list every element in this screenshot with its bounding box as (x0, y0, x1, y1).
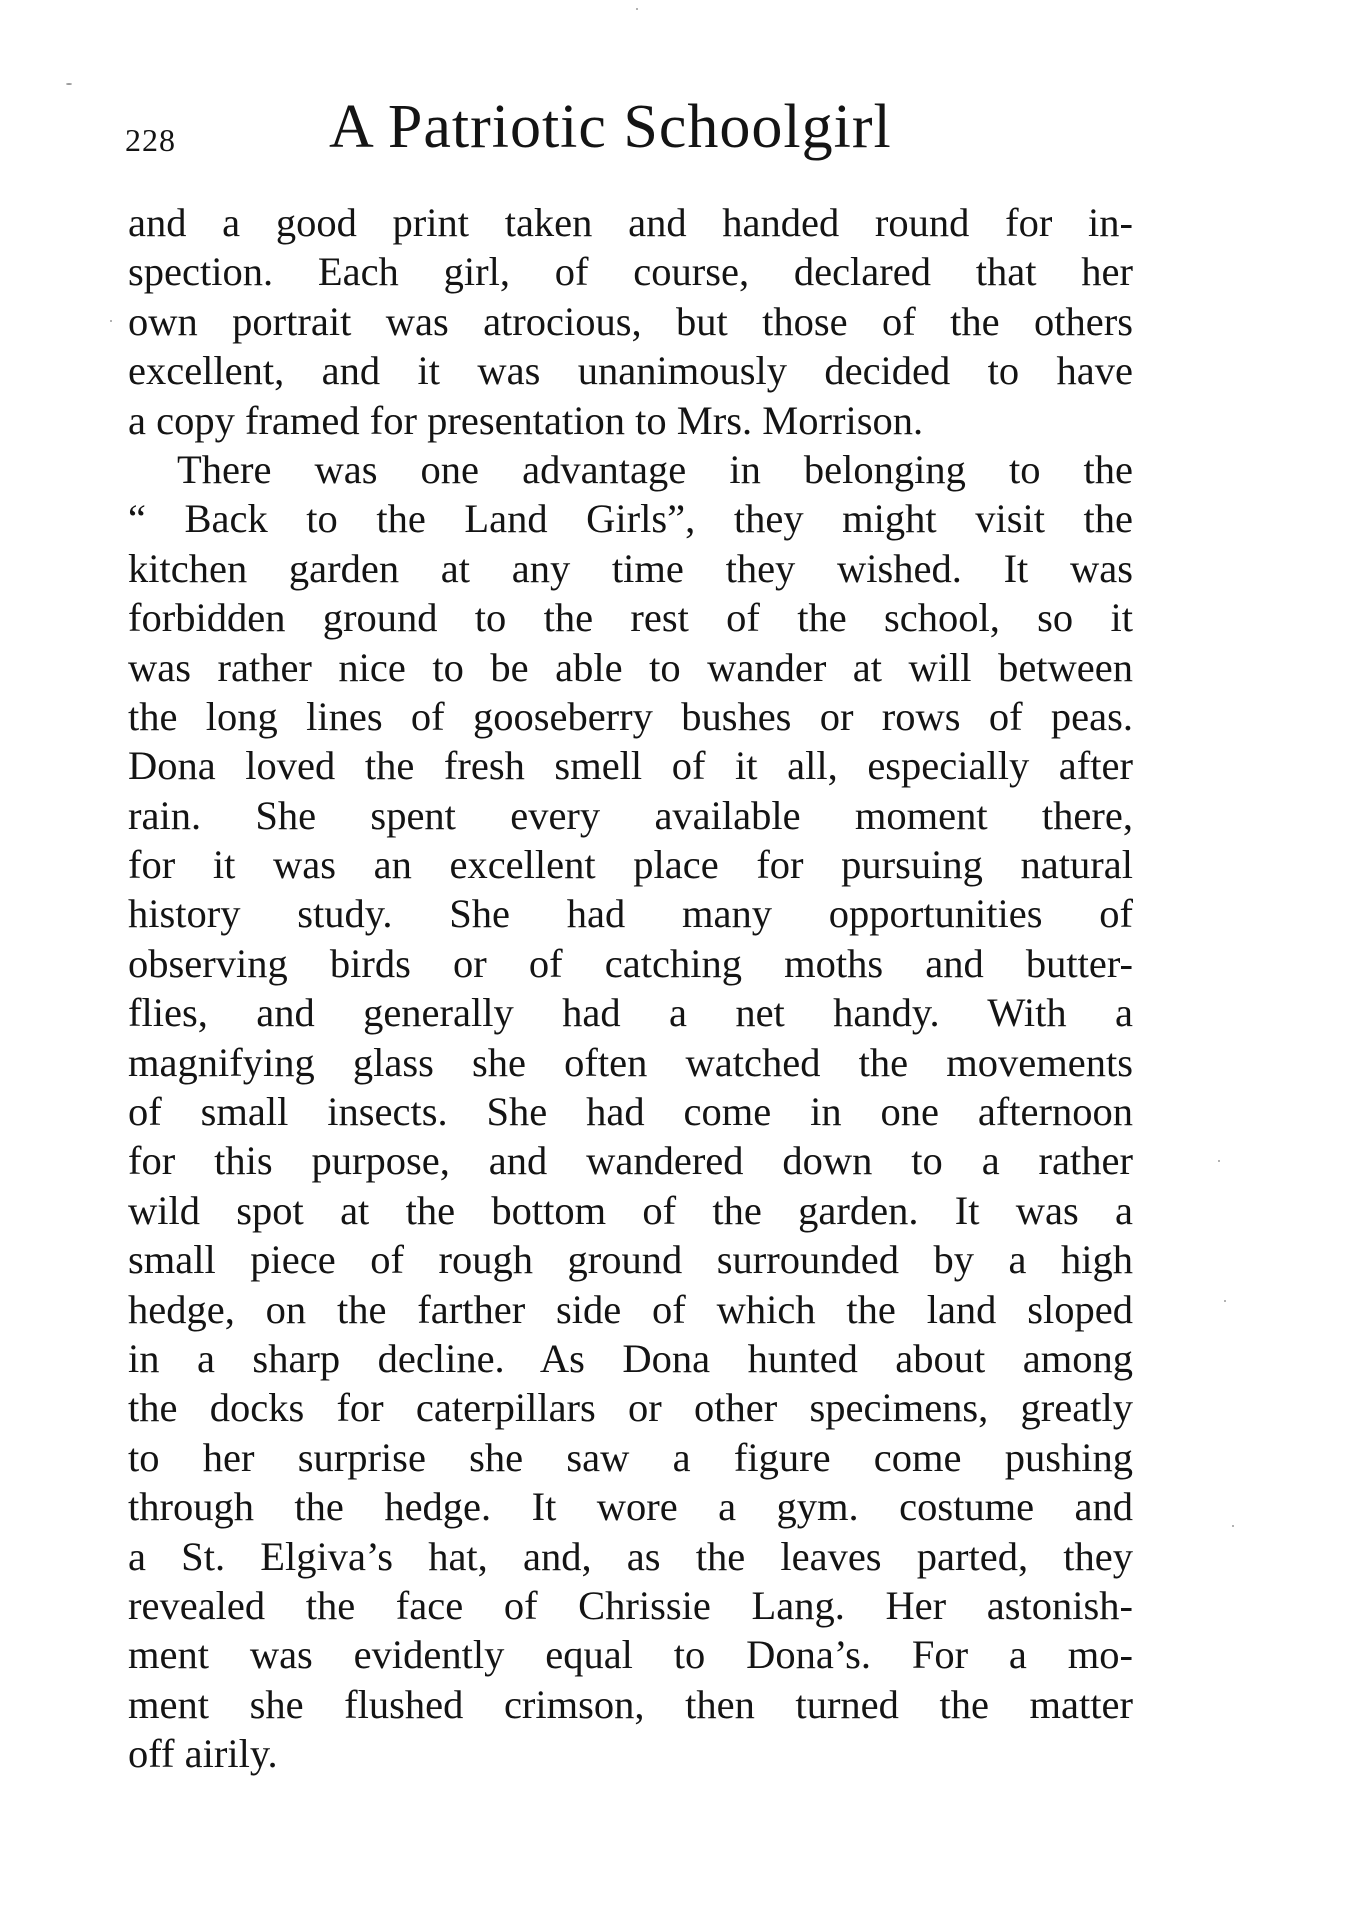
scan-speck (1218, 1160, 1220, 1162)
text-line: kitchen garden at any time they wished. It was (128, 545, 1133, 591)
text-line: the long lines of gooseberry bushes or rows of peas. (128, 693, 1133, 739)
paragraph-first-line: There was one advantage in belonging to the (177, 446, 1133, 492)
text-line: small piece of rough ground surrounded by a high (128, 1237, 1133, 1283)
text-line: excellent, and it was unanimously decided to have (128, 348, 1133, 394)
text-line: ment was evidently equal to Dona’s. For a mo- (128, 1632, 1133, 1678)
text-line: spection. Each girl, of course, declared that her (128, 249, 1133, 295)
text-line: wild spot at the bottom of the garden. It was a (128, 1187, 1133, 1233)
text-line: to her surprise she saw a figure come pushing (128, 1434, 1133, 1480)
body-text (128, 198, 1133, 1779)
page-number: 228 (125, 122, 176, 158)
text-line: ment she flushed crimson, then turned the matter (128, 1681, 1133, 1727)
text-line: and a good print taken and handed round for in- (128, 200, 1133, 245)
text-line: hedge, on the farther side of which the land sloped (128, 1286, 1133, 1332)
text-line: of small insects. She had come in one afternoon (128, 1089, 1133, 1135)
text-line: off airily. (128, 1731, 278, 1777)
text-line: own portrait was atrocious, but those of the others (128, 298, 1133, 344)
text-line: in a sharp decline. As Dona hunted about among (128, 1335, 1133, 1381)
text-line: was rather nice to be able to wander at will between (128, 644, 1133, 690)
scan-speck (66, 83, 72, 85)
scan-speck (110, 320, 112, 322)
text-line: forbidden ground to the rest of the school, so it (128, 595, 1133, 641)
scan-speck (1232, 1525, 1234, 1527)
text-line: flies, and generally had a net handy. With a (128, 990, 1133, 1036)
text-line: Dona loved the fresh smell of it all, especially after (128, 743, 1133, 789)
scan-speck (636, 8, 638, 10)
text-line: through the hedge. It wore a gym. costume and (128, 1484, 1133, 1530)
text-line: observing birds or of catching moths and butter- (128, 940, 1133, 986)
text-line: rain. She spent every available moment there, (128, 792, 1133, 838)
text-line: “ Back to the Land Girls”, they might visit the (128, 496, 1133, 542)
text-line: the docks for caterpillars or other specimens, greatly (128, 1385, 1133, 1431)
text-line: a St. Elgiva’s hat, and, as the leaves parted, they (128, 1533, 1133, 1579)
page-header (125, 92, 1125, 172)
text-line: revealed the face of Chrissie Lang. Her astonish- (128, 1582, 1133, 1628)
text-line: history study. She had many opportunities of (128, 891, 1133, 937)
text-line: magnifying glass she often watched the movements (128, 1039, 1133, 1085)
running-title: A Patriotic Schoolgirl (329, 93, 892, 161)
text-line: for this purpose, and wandered down to a rather (128, 1138, 1133, 1184)
text-line: a copy framed for presentation to Mrs. Morrison. (128, 397, 924, 443)
scan-speck (1224, 1300, 1226, 1302)
text-line: for it was an excellent place for pursuing natural (128, 842, 1133, 888)
